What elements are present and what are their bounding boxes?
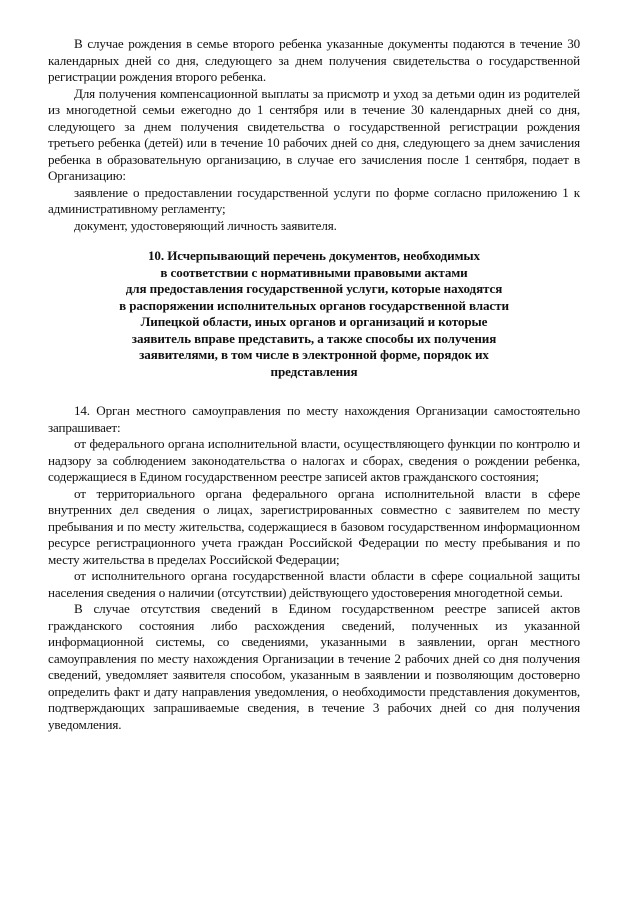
paragraph-internal-affairs-authority: от территориального органа федерального органа исполнительной власти в сфере внутренних дел сведения о лицах, зарегистрированных совместно с заявителем по месту пребывания и по месту жительства, содержащиеся в базовом государственном информационном ресурсе регистрационного учета граждан Российской Федерации по месту пребывания и по месту жительства в пределах Российской Федерации; [48, 485, 580, 567]
section-heading [48, 248, 580, 380]
paragraph-14-intro: 14. Орган местного самоуправления по месту нахождения Организации самостоятельно запрашивает: [48, 403, 580, 435]
heading-line: в соответствии с нормативными правовыми актами [160, 264, 468, 280]
heading-line: представления [270, 363, 358, 379]
paragraph-second-child: В случае рождения в семье второго ребенка указанные документы подаются в течение 30 календарных дней со дня, следующего за днем получения свидетельства о государственной регистрации рождения второго ребенка. [48, 36, 580, 84]
heading-line: 10. Исчерпывающий перечень документов, необходимых [147, 248, 481, 263]
heading-line: Липецкой области, иных органов и организаций и которые [140, 314, 488, 329]
heading-line: в распоряжении исполнительных органов государственной власти [119, 297, 509, 313]
heading-line: заявителями, в том числе в электронной форме, порядок их [139, 347, 489, 362]
paragraph-application-item: заявление о предоставлении государственной услуги по форме согласно приложению 1 к административному регламенту; [48, 184, 580, 216]
document-page [48, 36, 580, 733]
heading-line: для предоставления государственной услуги, которые находятся [125, 281, 503, 296]
paragraph-identity-document-item: документ, удостоверяющий личность заявителя. [74, 217, 337, 233]
paragraph-federal-tax-authority: от федерального органа исполнительной власти, осуществляющего функции по контролю и надзору за соблюдением законодательства о налогах и сборах, сведения о рождении ребенка, содержащиеся в Едином государственном реестре записей актов гражданского состояния; [48, 436, 580, 484]
paragraph-social-protection-authority: от исполнительного органа государственной власти области в сфере социальной защиты населения сведения о наличии (отсутствии) действующего удостоверения многодетной семьи. [48, 568, 580, 600]
paragraph-compensation-payment: Для получения компенсационной выплаты за присмотр и уход за детьми один из родителей из многодетной семьи ежегодно до 1 сентября или в течение 30 календарных дней со дня, следующего за днем получения свидетельства о государственной регистрации рождения третьего ребенка (детей) или в течение 10 рабочих дней со дня, следующего за днем зачисления ребенка в образовательную организацию, в случае его зачисления после 1 сентября, подает в Организацию: [48, 85, 580, 183]
heading-line: заявитель вправе представить, а также способы их получения [131, 330, 497, 346]
paragraph-missing-information: В случае отсутствия сведений в Едином государственном реестре записей актов гражданского состояния либо расхождения сведений, полученных из указанной информационной системы, со сведениями, указанными в заявлении, орган местного самоуправления по месту нахождения Организации в течение 2 рабочих дней со дня получения сведений, уведомляет заявителя способом, указанным в заявлении и позволяющим достоверно определить факт и дату направления уведомления, о необходимости представления документов, подтверждающих запрашиваемые сведения, в течение 3 рабочих дней со дня получения уведомления. [48, 601, 580, 732]
